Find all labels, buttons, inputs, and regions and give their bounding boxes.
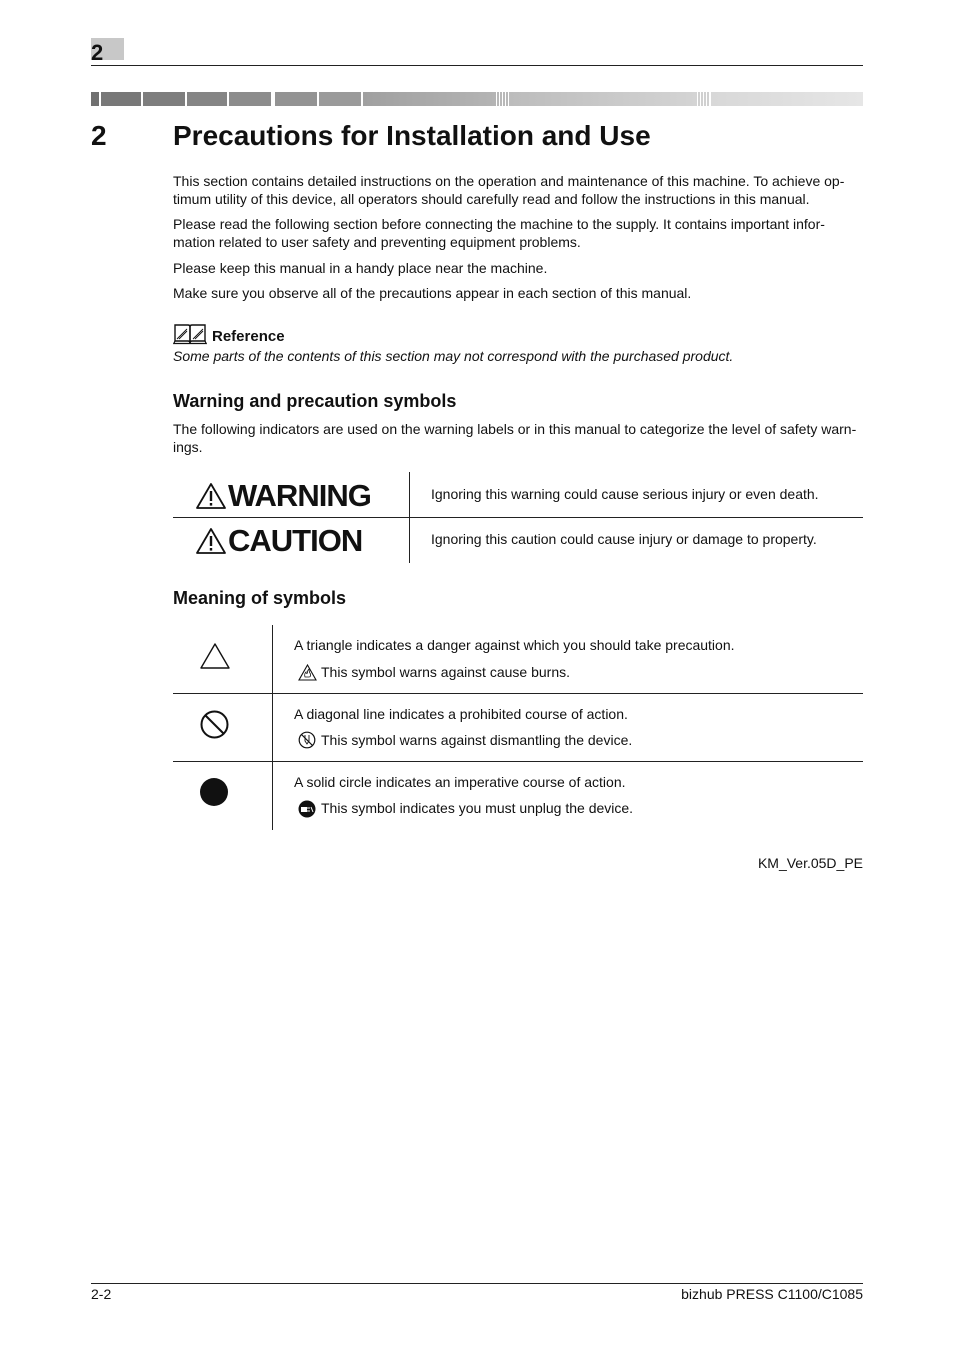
table-divider [173, 761, 863, 762]
table-divider [173, 517, 863, 518]
symbol-example: This symbol warns against dismantling the device. [321, 732, 633, 748]
triangle-icon [199, 642, 231, 670]
caution-signal-word: CAUTION [228, 523, 363, 558]
warning-description: Ignoring this warning could cause serious injury or even death. [431, 486, 819, 502]
warning-triangle-icon [195, 482, 227, 510]
chapter-number: 2 [91, 40, 104, 65]
version-code: KM_Ver.05D_PE [757, 855, 863, 871]
symbol-example: This symbol warns against cause burns. [321, 664, 570, 680]
burn-warning-icon [298, 664, 317, 681]
warning-section-description: The following indicators are used on the warning labels or in this manual to categorize the level of safety warn-ings. [173, 421, 857, 455]
prohibited-icon [199, 709, 230, 740]
table-divider [272, 625, 273, 830]
symbol-example: This symbol indicates you must unplug the device. [321, 800, 634, 816]
intro-paragraph: Please keep this manual in a handy place near the machine. [173, 260, 548, 276]
intro-paragraph: Please read the following section before connecting the machine to the supply. It contains important infor-mation related to user safety and preventing equipment problems. [173, 216, 825, 250]
reference-title: Reference [212, 328, 285, 345]
symbol-description: A triangle indicates a danger against which you should take precaution. [294, 637, 735, 653]
caution-description: Ignoring this caution could cause injury or damage to property. [431, 531, 817, 547]
symbol-description: A solid circle indicates an imperative course of action. [294, 774, 626, 790]
product-name: bizhub PRESS C1100/C1085 [681, 1286, 863, 1302]
header-rule [91, 65, 863, 66]
page-number: 2-2 [91, 1286, 112, 1302]
solid-circle-icon [199, 777, 229, 807]
section-heading-warning-symbols: Warning and precaution symbols [173, 391, 457, 411]
intro-paragraph: This section contains detailed instructions on the operation and maintenance of this machine. To achieve op-timum utility of this device, all operators should carefully read and follow the instructions in this manual. [173, 173, 845, 207]
decorative-gradient-bar [91, 92, 863, 106]
footer-rule [91, 1283, 863, 1284]
warning-signal-word: WARNING [228, 478, 371, 513]
chapter-title: Precautions for Installation and Use [173, 120, 651, 151]
reference-body: Some parts of the contents of this section may not correspond with the purchased product. [173, 348, 734, 364]
no-dismantling-icon [298, 731, 316, 749]
symbol-description: A diagonal line indicates a prohibited course of action. [294, 706, 628, 722]
book-icon [173, 323, 207, 345]
unplug-icon [298, 800, 316, 818]
intro-paragraph: Make sure you observe all of the precautions appear in each section of this manual. [173, 285, 692, 301]
chapter-title-number: 2 [91, 120, 107, 151]
table-divider [173, 693, 863, 694]
caution-triangle-icon [195, 527, 227, 555]
section-heading-meaning-of-symbols: Meaning of symbols [173, 588, 347, 608]
